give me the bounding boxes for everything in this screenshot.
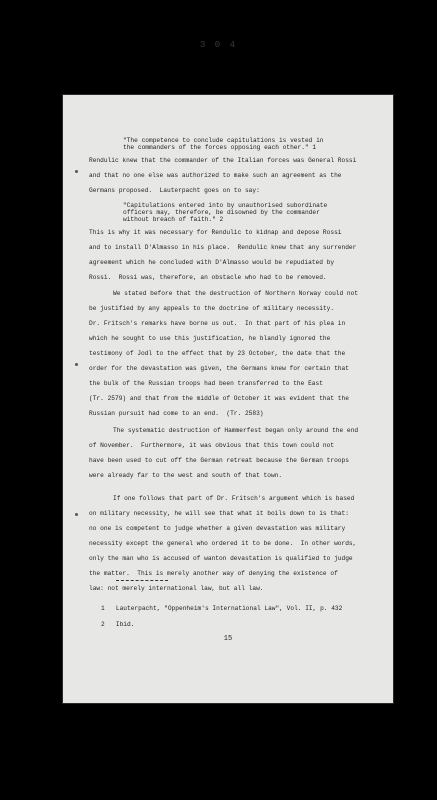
footnote-line: 2 Ibid. (101, 621, 135, 628)
text-line: were already far to the west and south of that town. (89, 472, 283, 479)
header-mark: 3 0 4 (199, 40, 237, 50)
text-line: officers may, therefore, be disowned by the commander (123, 209, 320, 216)
footnote-divider (116, 580, 168, 581)
punch-hole-icon (75, 363, 78, 366)
text-line: the matter. This is merely another way of denying the existence of (89, 570, 338, 577)
text-line: agreement which he concluded with D'Almasso would be repudiated by (89, 259, 335, 266)
text-line: law: not merely international law, but all law. (89, 585, 264, 592)
text-line: The systematic destruction of Hammerfest began only around the end (113, 427, 359, 434)
footnote-line: 1 Lauterpacht, "Oppenheim's International Law", Vol. II, p. 432 (101, 605, 343, 612)
text-line: the bulk of the Russian troops had been transferred to the East (89, 380, 323, 387)
text-line: of November. Furthermore, it was obvious that this town could not (89, 442, 335, 449)
text-line: Germans proposed. Lauterpacht goes on to say: (89, 187, 260, 194)
text-line: which he sought to use this justification, he blandly ignored the (89, 335, 331, 342)
text-line: Rendulic knew that the commander of the Italian forces was General Rossi (89, 157, 357, 164)
text-line: and that no one else was authorized to make such an agreement as the (89, 172, 342, 179)
punch-hole-icon (75, 170, 78, 173)
page-number: 15 (223, 635, 233, 643)
text-line: order for the devastation was given, the Germans knew for certain that (89, 365, 349, 372)
text-line: the commanders of the forces opposing each other." 1 (123, 144, 317, 151)
text-line: This is why it was necessary for Rendulic to kidnap and depose Rossi (89, 229, 342, 236)
text-line: "The competence to conclude capitulations is vested in (123, 137, 324, 144)
text-line: "Capitulations entered into by unauthorised subordinate (123, 202, 328, 209)
text-line: necessity except the general who ordered it to be done. In other words, (89, 540, 357, 547)
text-line: We stated before that the destruction of Northern Norway could not (113, 290, 359, 297)
text-line: be justified by any appeals to the doctrine of military necessity. (89, 305, 335, 312)
text-line: Russian pursuit had come to an end. (Tr. 2583) (89, 410, 264, 417)
text-line: no one is competent to judge whether a given devastation was military (89, 525, 346, 532)
text-line: and to install D'Almasso in his place. Rendulic knew that any surrender (89, 244, 357, 251)
text-line: (Tr. 2579) and that from the middle of October it was evident that the (89, 395, 349, 402)
text-line: without breach of faith." 2 (123, 216, 224, 223)
document-page (63, 95, 393, 703)
punch-hole-icon (75, 513, 78, 516)
text-line: testimony of Jodl to the effect that by 23 October, the date that the (89, 350, 346, 357)
text-line: Dr. Fritsch's remarks have borne us out. In that part of his plea in (89, 320, 346, 327)
text-line: have been used to cut off the German retreat because the German troops (89, 457, 349, 464)
text-line: only the man who is accused of wanton devastation is qualified to judge (89, 555, 353, 562)
text-line: If one follows that part of Dr. Fritsch's argument which is based (113, 495, 355, 502)
text-line: Rossi. Rossi was, therefore, an obstacle who had to be removed. (89, 274, 327, 281)
text-line: on military necessity, he will see that what it boils down to is that: (89, 510, 349, 517)
